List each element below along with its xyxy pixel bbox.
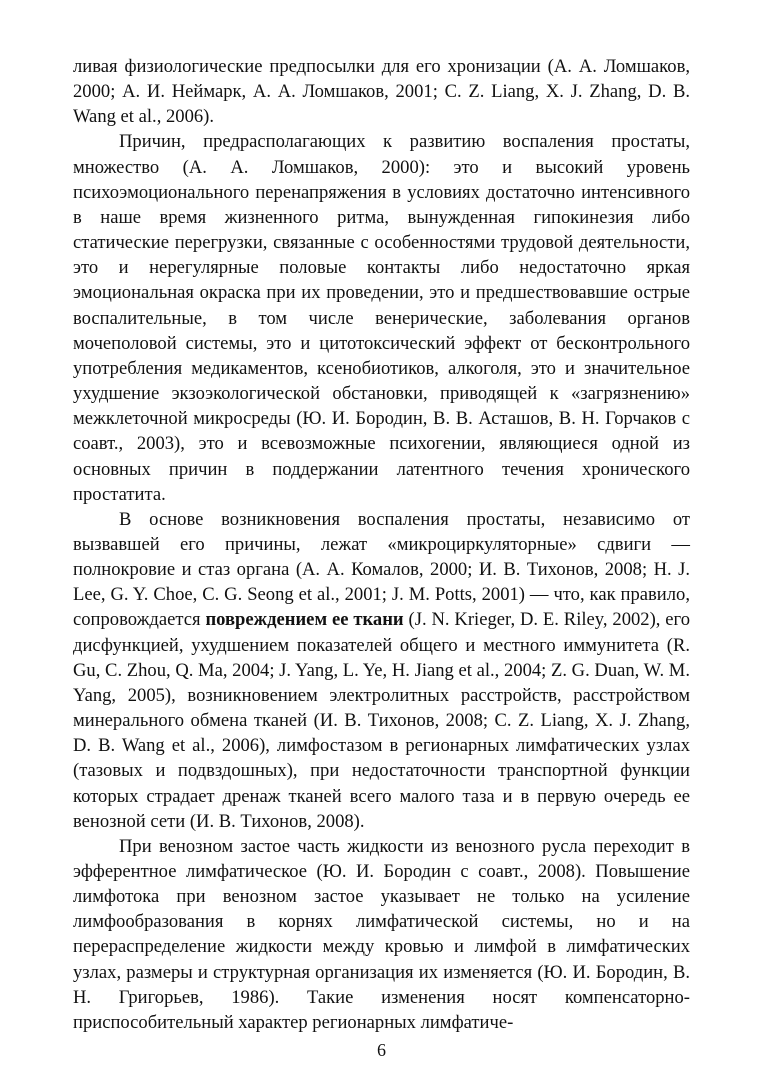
page-number: 6 xyxy=(377,1040,386,1060)
paragraph-text-segment: В основе возникновения воспаления простаты, независимо от вызвавшей его причины, лежат «микроциркуляторные» сдвиги — полнокровие и стаз органа (А. А. Комалов, 2000; И. В. Тихонов, 2008; H. J. Lee, G. Y. Choe, C. G. Seong et al., 2001; J. M. Potts, 2001) — что, как правило, сопровождается xyxy=(73,508,690,631)
paragraph-venous-stasis: При венозном застое часть жидкости из венозного русла переходит в эфферентное лимфатическое (Ю. И. Бородин с соавт., 2008). Повышение лимфотока при венозном застое указывает не только на усиление лимфообразования в корнях лимфатической системы, но и на перераспределение жидкости между кровью и лимфой в лимфатических узлах, размеры и структурная организация их изменяется (Ю. И. Бородин, В. Н. Григорьев, 1986). Такие изменения носят компенсаторно-приспособительный характер регионарных лимфатиче- xyxy=(73,835,690,1033)
document-body xyxy=(73,54,690,1035)
paragraph-continuation: ливая физиологические предпосылки для его хронизации (А. А. Ломшаков, 2000; А. И. Неймарк, А. А. Ломшаков, 2001; C. Z. Liang, X. J. Zhang, D. B. Wang et al., 2006). xyxy=(73,56,690,128)
paragraph-causes: Причин, предрасполагающих к развитию воспаления простаты, множество (А. А. Ломшаков, 2000): это и высокий уровень психоэмоционального перенапряжения в условиях достаточно интенсивного в наше время жизненного ритма, вынужденная гипокинезия либо статические перегрузки, связанные с особенностями трудовой деятельности, это и нерегулярные половые контакты либо недостаточно яркая эмоциональная окраска при их проведении, это и предшествовавшие острые воспалительные, в том числе венерические, заболевания органов мочеполовой системы, это и цитотоксический эффект от бесконтрольного употребления медикаментов, ксенобиотиков, алкоголя, это и значительное ухудшение экзоэкологической обстановки, приводящей к «загрязнению» межклеточной микросреды (Ю. И. Бородин, В. В. Асташов, В. Н. Горчаков с соавт., 2003), это и всевозможные психогении, являющиеся одной из основных причин в поддержании латентного течения хронического простатита. xyxy=(73,131,690,505)
paragraph-microcirculation xyxy=(73,507,690,834)
paragraph-text-segment: (J. N. Krieger, D. E. Riley, 2002), его дисфункцией, ухудшением показателей общего и местного иммунитета (R. Gu, C. Zhou, Q. Ma, 2004; J. Yang, L. Ye, H. Jiang et al., 2004; Z. G. Duan, W. M. Yang, 2005), возникновением электролитных расстройств, расстройством минерального обмена тканей (И. В. Тихонов, 2008; C. Z. Liang, X. J. Zhang, D. B. Wang et al., 2006), лимфостазом в регионарных лимфатических узлах (тазовых и подвздошных), при недостаточности транспортной функции которых страдает дренаж тканей всего малого таза и в первую очередь ее венозной сети (И. В. Тихонов, 2008). xyxy=(73,609,691,832)
bold-emphasis-text: повреждением ее ткани xyxy=(205,609,404,631)
